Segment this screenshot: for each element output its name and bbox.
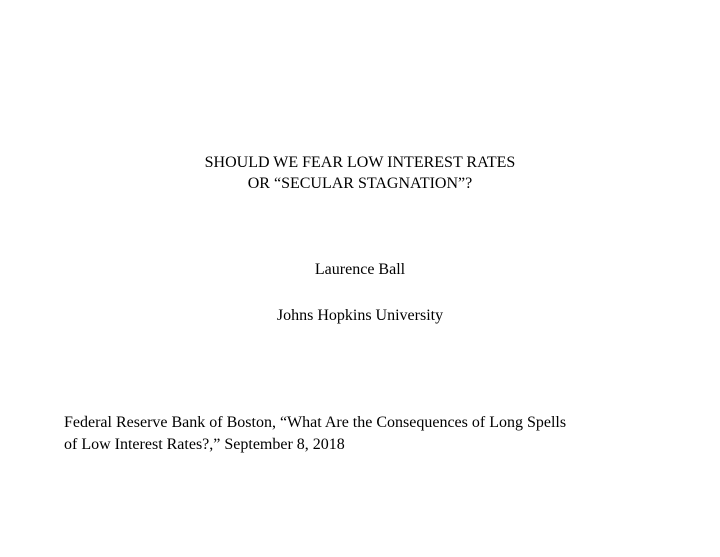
event-line-2: of Low Interest Rates?,” September 8, 2018: [64, 436, 345, 453]
author-name: Laurence Ball: [314, 261, 406, 278]
author-affiliation: Johns Hopkins University: [276, 307, 444, 324]
title-line-1: SHOULD WE FEAR LOW INTEREST RATES: [204, 154, 516, 171]
presentation-title: [0, 152, 720, 194]
event-citation: [64, 412, 684, 456]
title-line-2: OR “SECULAR STAGNATION”?: [247, 175, 473, 192]
event-line-1: Federal Reserve Bank of Boston, “What Are the Consequences of Long Spells: [64, 414, 567, 431]
